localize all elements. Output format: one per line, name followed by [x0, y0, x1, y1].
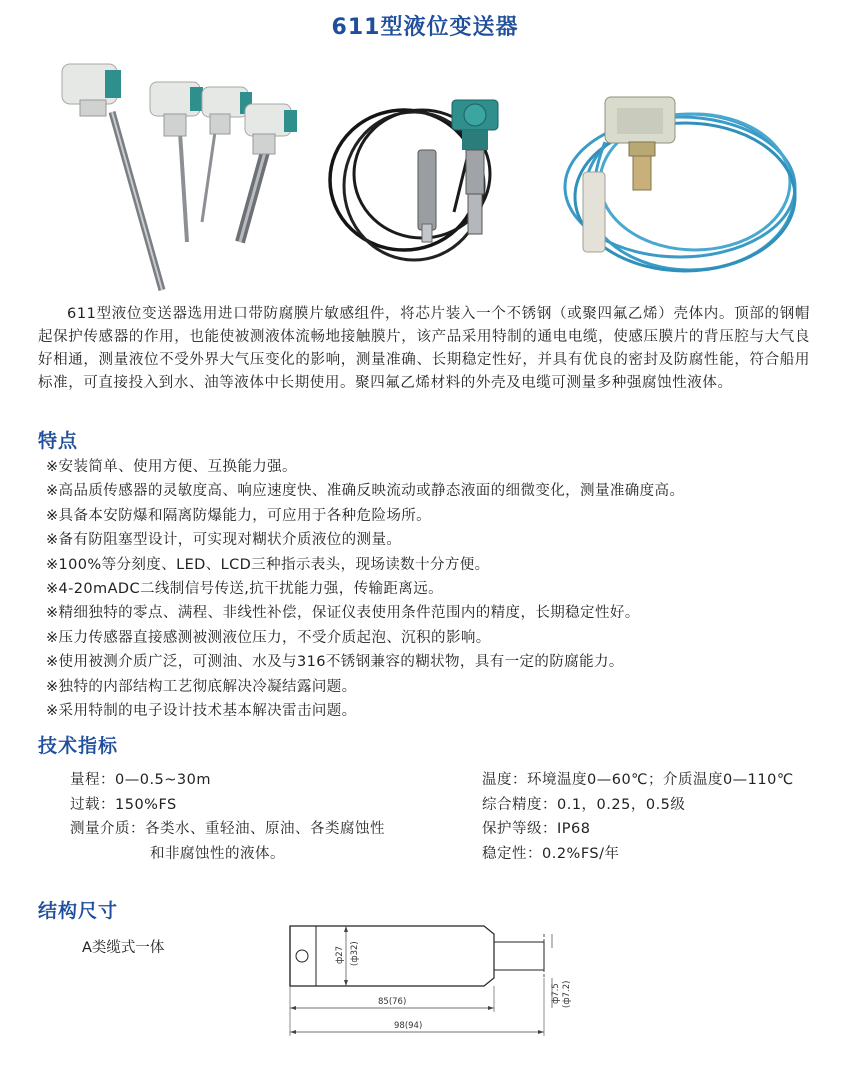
structure-heading: 结构尺寸: [38, 900, 119, 922]
specs-left: [70, 768, 385, 866]
label-dia-body-alt: (ф32): [350, 941, 360, 966]
features-list: [46, 455, 816, 723]
intro-text: 611型液位变送器选用进口带防腐膜片敏感组件，将芯片装入一个不锈钢（或聚四氟乙烯）壳体内。顶部的钢帽起保护传感器的作用，也能使被测液体流畅地接触膜片，该产品采用特制的通电电缆，使感压膜片的背压腔与大气良好相通，测量液位不受外界大气压变化的影响，测量准确、长期稳定性好，并具有优良的密封及防腐性能，符合船用标准，可直接投入到水、油等液体中长期使用。聚四氟乙烯材料的外壳及电缆可测量多种强腐蚀性液体。: [38, 306, 810, 391]
spec-medium: 测量介质：各类水、重轻油、原油、各类腐蚀性: [70, 821, 385, 837]
label-dia-cable: ф7.5: [551, 983, 561, 1004]
label-length-body: 85(76): [378, 997, 407, 1007]
feature-item: ※高品质传感器的灵敏度高、响应速度快、准确反映流动或静态液面的细微变化，测量准确度高。: [46, 483, 685, 500]
feature-item: ※安装简单、使用方便、互换能力强。: [46, 459, 297, 475]
dimension-drawing: [286, 912, 596, 1052]
features-heading: 特点: [38, 430, 79, 452]
spec-protection: 保护等级：IP68: [482, 821, 591, 837]
photo-rod-transmitters: [50, 52, 305, 297]
specs-right: [482, 768, 794, 866]
label-dia-cable-alt: (ф7.2): [562, 980, 572, 1008]
photo-blue-cable-transmitter: [545, 52, 805, 297]
photo-cable-transmitter: [322, 52, 547, 297]
spec-overload: 过载：150%FS: [70, 796, 177, 813]
feature-item: ※独特的内部结构工艺彻底解决冷凝结露问题。: [46, 678, 357, 695]
feature-item: ※精细独特的零点、满程、非线性补偿，保证仪表使用条件范围内的精度，长期稳定性好。: [46, 605, 640, 622]
feature-item: ※100%等分刻度、LED、LCD三种指示表头，现场读数十分方便。: [46, 556, 490, 573]
product-photos: [40, 52, 810, 302]
specs-heading: 技术指标: [38, 735, 119, 757]
feature-item: ※备有防阻塞型设计，可实现对糊状介质液位的测量。: [46, 532, 402, 549]
intro-paragraph: [38, 303, 810, 395]
spec-stability: 稳定性：0.2%FS/年: [482, 845, 620, 862]
structure-subtitle: A类缆式一体: [82, 940, 165, 956]
feature-item: ※采用特制的电子设计技术基本解决雷击问题。: [46, 703, 357, 720]
feature-item: ※压力传感器直接感测被测液位压力，不受介质起泡、沉积的影响。: [46, 629, 491, 646]
spec-medium-cont: 和非腐蚀性的液体。: [150, 845, 285, 862]
spec-range: 量程：0—0.5~30m: [70, 772, 212, 788]
spec-temperature: 温度：环境温度0—60℃；介质温度0—110℃: [482, 772, 794, 788]
feature-item: ※具备本安防爆和隔离防爆能力，可应用于各种危险场所。: [46, 507, 432, 524]
label-dia-body: ф27: [335, 945, 345, 964]
spec-accuracy: 综合精度：0.1，0.25，0.5级: [482, 796, 686, 813]
page-title: 611型液位变送器: [331, 15, 519, 40]
label-length-total: 98(94): [394, 1021, 423, 1031]
feature-item: ※4-20mADC二线制信号传送,抗干扰能力强，传输距离远。: [46, 581, 443, 598]
feature-item: ※使用被测介质广泛，可测油、水及与316不锈钢兼容的糊状物，具有一定的防腐能力。: [46, 654, 624, 671]
